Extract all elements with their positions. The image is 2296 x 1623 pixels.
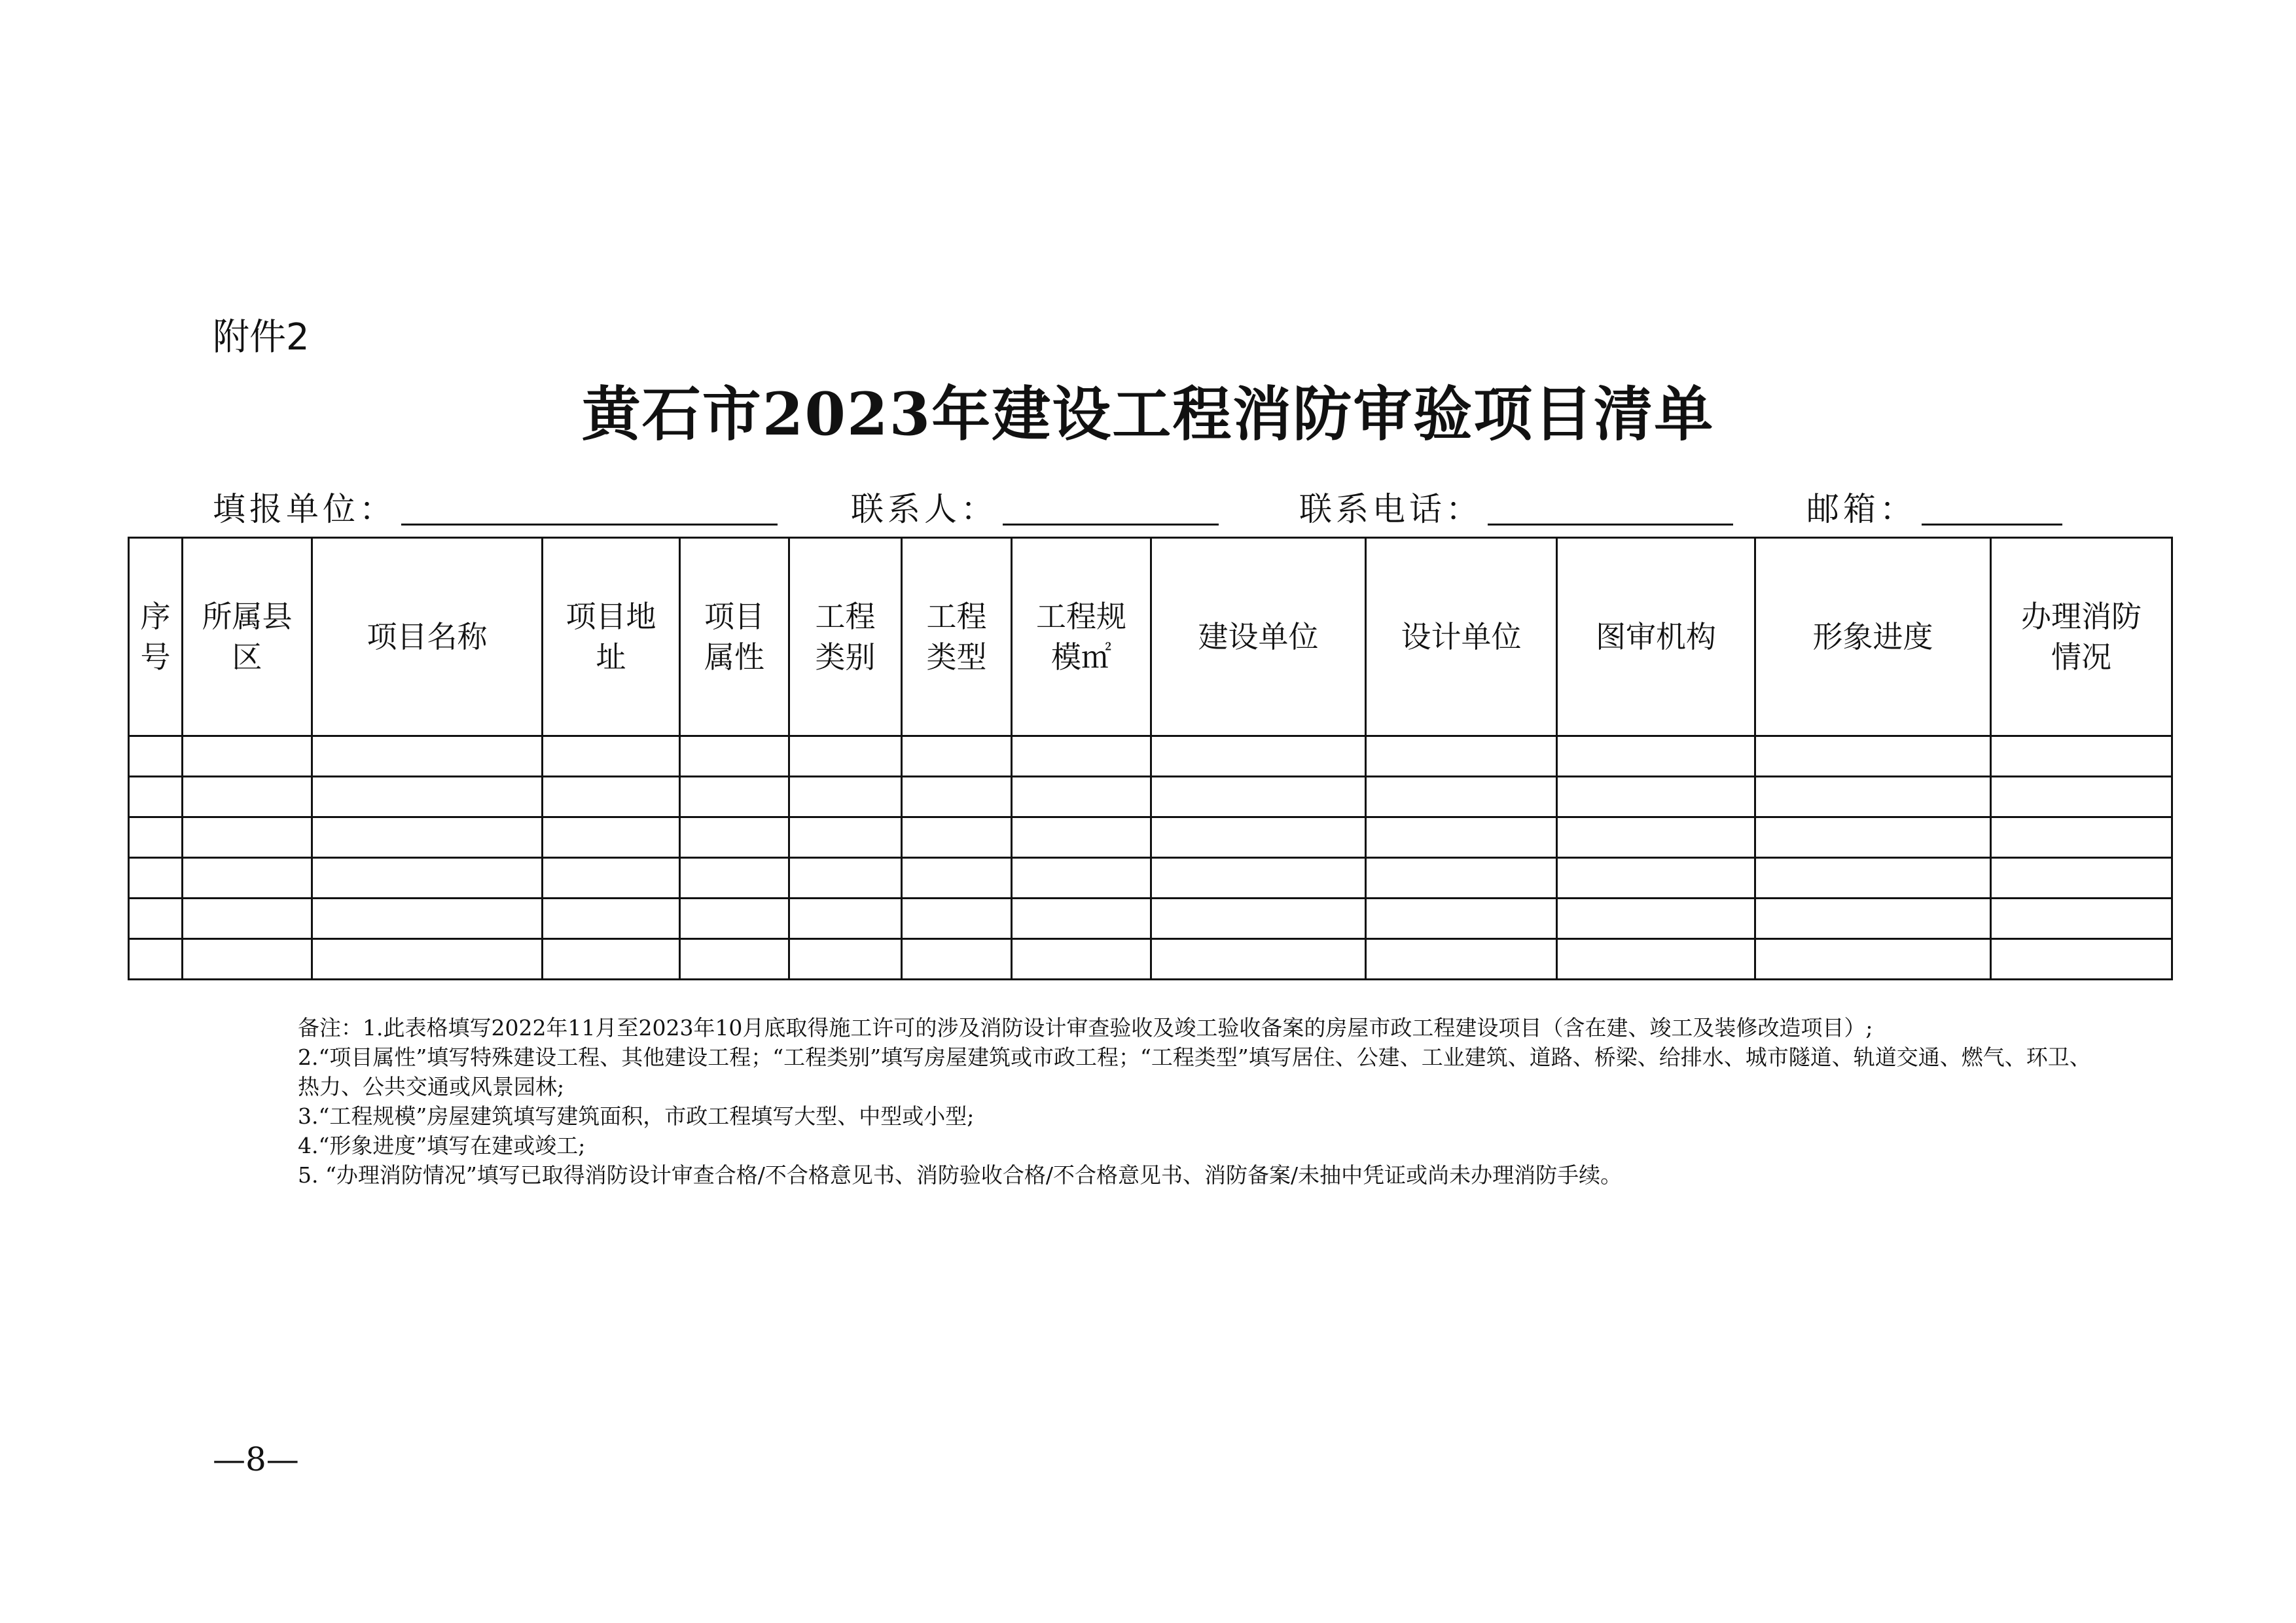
table-cell[interactable] [1755, 939, 1991, 980]
table-cell[interactable] [183, 858, 312, 899]
table-cell[interactable] [1991, 736, 2172, 777]
table-cell[interactable] [1991, 817, 2172, 858]
table-cell[interactable] [1151, 736, 1366, 777]
header-fire-protection-status: 办理消防情况 [1991, 538, 2172, 736]
table-cell[interactable] [543, 777, 680, 817]
table-cell[interactable] [1755, 899, 1991, 939]
email-blank[interactable] [1922, 490, 2062, 526]
table-cell[interactable] [543, 736, 680, 777]
table-cell[interactable] [1755, 817, 1991, 858]
table-cell[interactable] [1366, 858, 1557, 899]
table-cell[interactable] [543, 817, 680, 858]
table-cell[interactable] [1151, 817, 1366, 858]
table-cell[interactable] [1012, 899, 1151, 939]
table-cell[interactable] [902, 777, 1012, 817]
table-cell[interactable] [1557, 939, 1755, 980]
table-cell[interactable] [129, 777, 183, 817]
contact-phone-label: 联系电话： [1299, 490, 1482, 528]
note-item: 2.“项目属性”填写特殊建设工程、其他建设工程；“工程类别”填写房屋建筑或市政工程；“工程类型”填写居住、公建、工业建筑、道路、桥梁、给排水、城市隧道、轨道交通、燃气、环卫、热力、公共交通或风景园林; [298, 1044, 2091, 1099]
header-engineering-type: 工程类型 [902, 538, 1012, 736]
header-engineering-scale: 工程规模㎡ [1012, 538, 1151, 736]
table-row [129, 858, 2172, 899]
project-list-table [128, 537, 2173, 980]
attachment-label: 附件2 [213, 316, 310, 359]
table-cell[interactable] [543, 939, 680, 980]
table-cell[interactable] [1366, 817, 1557, 858]
table-row [129, 736, 2172, 777]
table-cell[interactable] [1557, 858, 1755, 899]
table-header-row [129, 538, 2172, 736]
table-cell[interactable] [902, 939, 1012, 980]
table-cell[interactable] [789, 858, 902, 899]
table-cell[interactable] [1755, 777, 1991, 817]
header-design-unit: 设计单位 [1366, 538, 1557, 736]
table-cell[interactable] [680, 817, 789, 858]
table-cell[interactable] [1557, 899, 1755, 939]
note-item: 3.“工程规模”房屋建筑填写建筑面积，市政工程填写大型、中型或小型; [298, 1103, 975, 1129]
reporting-unit-blank[interactable] [401, 490, 778, 526]
table-cell[interactable] [183, 777, 312, 817]
table-cell[interactable] [789, 939, 902, 980]
table-cell[interactable] [1557, 736, 1755, 777]
table-cell[interactable] [312, 777, 543, 817]
table-cell[interactable] [1755, 858, 1991, 899]
email-label: 邮箱： [1806, 490, 1916, 528]
header-engineering-category: 工程类别 [789, 538, 902, 736]
table-cell[interactable] [183, 939, 312, 980]
contact-phone-blank[interactable] [1488, 490, 1733, 526]
table-cell[interactable] [680, 736, 789, 777]
table-cell[interactable] [1991, 858, 2172, 899]
table-row [129, 939, 2172, 980]
header-serial-number: 序号 [129, 538, 183, 736]
table-cell[interactable] [312, 899, 543, 939]
table-cell[interactable] [1012, 736, 1151, 777]
header-project-name: 项目名称 [312, 538, 543, 736]
header-construction-unit: 建设单位 [1151, 538, 1366, 736]
header-county-district: 所属县区 [183, 538, 312, 736]
table-cell[interactable] [1366, 899, 1557, 939]
table-cell[interactable] [1366, 939, 1557, 980]
table-cell[interactable] [680, 777, 789, 817]
table-cell[interactable] [312, 817, 543, 858]
table-cell[interactable] [129, 939, 183, 980]
table-cell[interactable] [183, 736, 312, 777]
table-cell[interactable] [1151, 939, 1366, 980]
header-drawing-review-agency: 图审机构 [1557, 538, 1755, 736]
table-cell[interactable] [129, 736, 183, 777]
table-cell[interactable] [129, 817, 183, 858]
table-cell[interactable] [129, 858, 183, 899]
table-cell[interactable] [1557, 777, 1755, 817]
table-cell[interactable] [1366, 777, 1557, 817]
table-cell[interactable] [1991, 777, 2172, 817]
table-cell[interactable] [183, 899, 312, 939]
table-body [129, 736, 2172, 980]
table-row [129, 899, 2172, 939]
table-cell[interactable] [789, 777, 902, 817]
table-cell[interactable] [1557, 817, 1755, 858]
contact-person-label: 联系人： [851, 490, 997, 528]
table-cell[interactable] [902, 858, 1012, 899]
table-cell[interactable] [1012, 817, 1151, 858]
table-cell[interactable] [1991, 939, 2172, 980]
notes-section [213, 1013, 2098, 1190]
table-cell[interactable] [312, 939, 543, 980]
table-cell[interactable] [1151, 899, 1366, 939]
table-row [129, 817, 2172, 858]
table-cell[interactable] [902, 899, 1012, 939]
header-project-address: 项目地址 [543, 538, 680, 736]
table-cell[interactable] [680, 858, 789, 899]
page-number: —8— [213, 1440, 299, 1478]
header-progress: 形象进度 [1755, 538, 1991, 736]
table-cell[interactable] [680, 939, 789, 980]
contact-person-field [851, 490, 1219, 526]
table-cell[interactable] [789, 817, 902, 858]
table-cell[interactable] [312, 736, 543, 777]
table-cell[interactable] [543, 858, 680, 899]
table-cell[interactable] [789, 736, 902, 777]
email-field [1806, 490, 2062, 526]
table-cell[interactable] [902, 736, 1012, 777]
header-project-attribute: 项目属性 [680, 538, 789, 736]
note-item: 4.“形象进度”填写在建或竣工; [298, 1133, 586, 1158]
table-cell[interactable] [1755, 736, 1991, 777]
table-cell[interactable] [1991, 899, 2172, 939]
table-cell[interactable] [902, 817, 1012, 858]
table-cell[interactable] [1151, 777, 1366, 817]
reporting-unit-label: 填报单位： [213, 490, 396, 528]
table-cell[interactable] [1366, 736, 1557, 777]
reporting-unit-field [213, 490, 778, 526]
contact-phone-field [1299, 490, 1733, 526]
fill-in-row [0, 490, 2296, 535]
contact-person-blank[interactable] [1003, 490, 1219, 526]
table-cell[interactable] [312, 858, 543, 899]
table-row [129, 777, 2172, 817]
note-item: 5. “办理消防情况”填写已取得消防设计审查合格/不合格意见书、消防验收合格/不合格意见书、消防备案/未抽中凭证或尚未办理消防手续。 [298, 1162, 1623, 1188]
table-cell[interactable] [1151, 858, 1366, 899]
table-cell[interactable] [183, 817, 312, 858]
note-item: 备注：1.此表格填写2022年11月至2023年10月底取得施工许可的涉及消防设计审查验收及竣工验收备案的房屋市政工程建设项目（含在建、竣工及装修改造项目）; [298, 1015, 1873, 1041]
table-cell[interactable] [1012, 777, 1151, 817]
table-cell[interactable] [789, 899, 902, 939]
document-title: 黄石市2023年建设工程消防审验项目清单 [581, 380, 1715, 449]
table-cell[interactable] [543, 899, 680, 939]
table-cell[interactable] [680, 899, 789, 939]
table-cell[interactable] [129, 899, 183, 939]
table-cell[interactable] [1012, 939, 1151, 980]
table-cell[interactable] [1012, 858, 1151, 899]
